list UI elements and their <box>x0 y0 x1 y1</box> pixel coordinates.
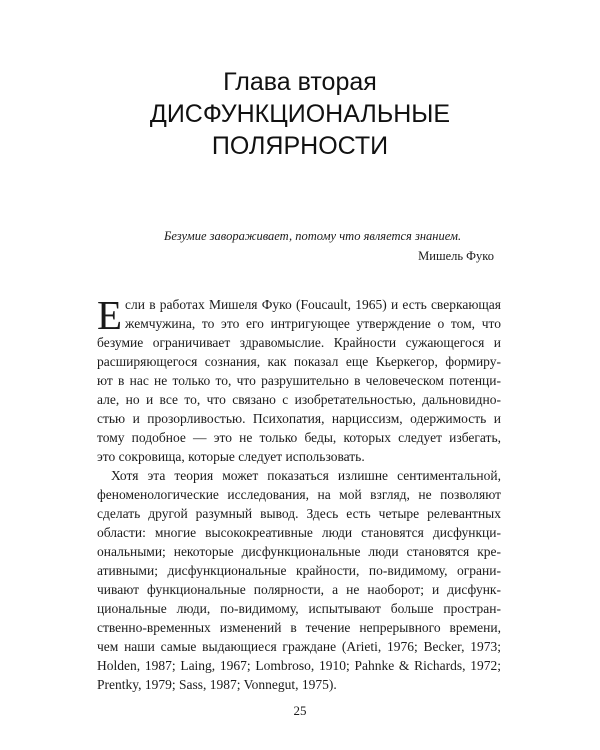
text-line: але, но и все то, что связано с изобретательностью, дальновидно- <box>97 392 501 407</box>
text-line: ональными; некоторые дисфункциональные люди становятся кре- <box>97 544 501 559</box>
text-line: чем наши самые выдающиеся граждане (Arieti, 1976; Becker, 1973; <box>97 639 501 654</box>
chapter-title-line-2: ПОЛЯРНОСТИ <box>211 132 389 160</box>
text-line: сли в работах Мишеля Фуко (Foucault, 1965) и есть сверкающая <box>125 297 501 312</box>
text-line: тому подобное — это не только беды, которых следует избегать, <box>97 430 501 445</box>
text-line: безумие ограничивает здравомыслие. Крайности сужающегося и <box>97 335 501 350</box>
chapter-title-line-1: ДИСФУНКЦИОНАЛЬНЫЕ <box>149 100 451 128</box>
text-line: ственно-временных изменений в течение непрерывного времени, <box>97 620 501 635</box>
text-line: Holden, 1987; Laing, 1967; Lombroso, 1910; Pahnke & Richards, 1972; <box>97 658 501 673</box>
epigraph-quote: Безумие завораживает, потому что является знанием. <box>164 229 462 243</box>
paragraph-2 <box>97 466 501 694</box>
text-line: феноменологические исследования, на мой взгляд, не позволяют <box>97 487 501 502</box>
chapter-number: Глава вторая <box>223 68 377 96</box>
page-number: 25 <box>293 703 307 718</box>
body-text <box>97 292 501 694</box>
epigraph-author: Мишель Фуко <box>418 249 494 263</box>
text-line: ативными; дисфункциональные крайности, по-видимому, ограни- <box>97 563 501 578</box>
text-line: стью и прозорливостью. Психопатия, нарциссизм, одержимость и <box>97 411 501 426</box>
text-line: сделать другой разумный вывод. Здесь есть четыре релевантных <box>97 506 501 521</box>
paragraph-1 <box>97 292 501 466</box>
text-line: жемчужина, то это его интригующее утверждение о том, что <box>125 316 501 331</box>
text-line: расширяющегося сознания, как показал еще Кьеркегор, формиру- <box>97 354 501 369</box>
text-line: Prentky, 1979; Sass, 1987; Vonnegut, 1975). <box>97 677 337 692</box>
text-line: это сокровища, которые следует использовать. <box>97 449 365 464</box>
epigraph <box>150 226 500 266</box>
chapter-heading <box>0 66 600 162</box>
drop-cap: Е <box>97 292 123 338</box>
text-line: Хотя эта теория может показаться излишне сентиментальной, <box>111 468 501 483</box>
text-line: ют в нас не только то, что разрушительно в человеческом потенци- <box>97 373 501 388</box>
text-line: чивают функциональные полярности, а не наоборот; и дисфунк- <box>97 582 501 597</box>
text-line: области: многие высококреативные люди становятся дисфункци- <box>97 525 501 540</box>
text-line: циональные люди, по-видимому, испытывают больше простран- <box>97 601 501 616</box>
